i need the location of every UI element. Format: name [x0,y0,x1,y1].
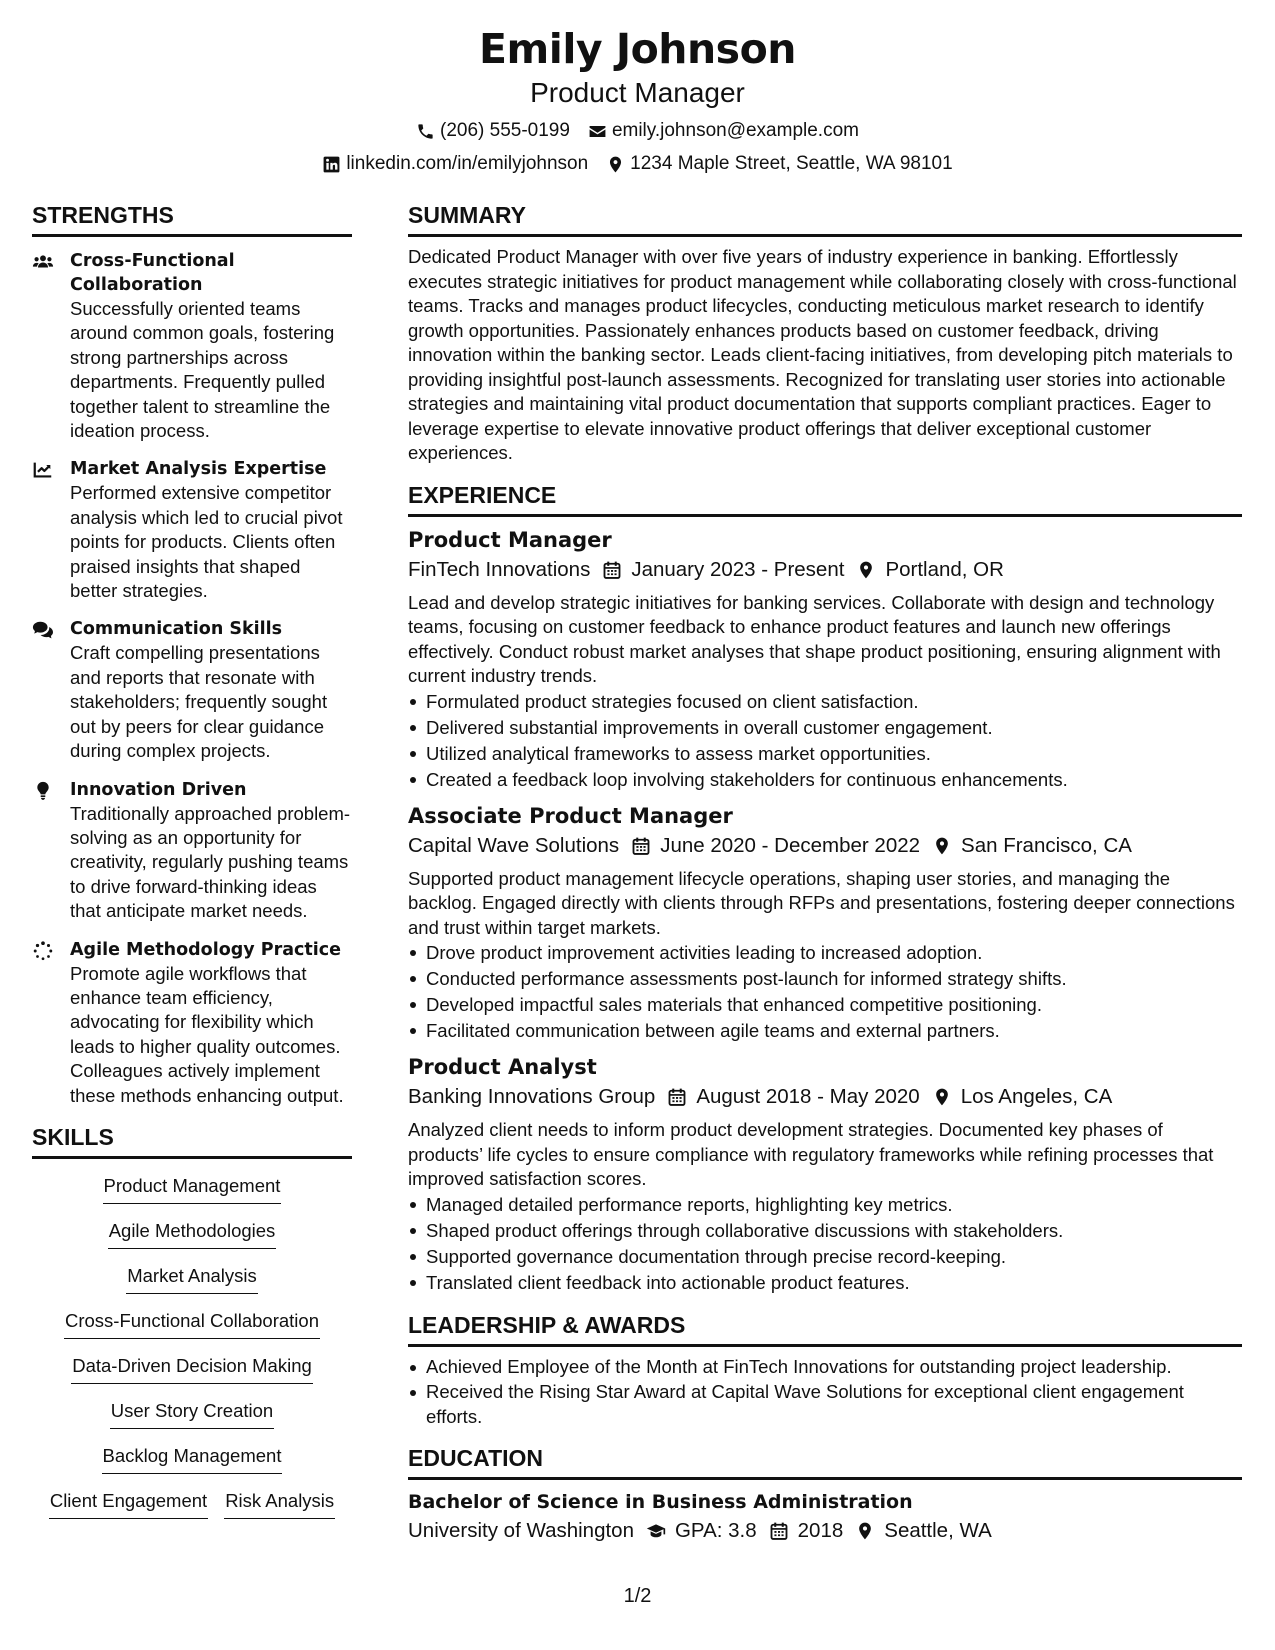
strength-item [32,457,352,603]
resume-header [0,22,1275,180]
job-title: Associate Product Manager [408,803,733,828]
email-item[interactable] [588,120,859,142]
job-title: Product Manager [408,527,612,552]
skill-tag: Cross-Functional Collaboration [64,1308,320,1339]
awards-section [408,1310,1242,1430]
left-column [32,200,352,1533]
calendar-icon [667,1087,687,1107]
job-bullet: Drove product improvement activities leading to increased adoption. [408,940,1242,966]
summary-text: Dedicated Product Manager with over five years of industry experience in banking. Effortlessly executes strategic initiatives for product management while collaborating closely with cross-functional teams. Tracks and manages product lifecycles, conducting meticulous market research to identify growth opportunities. Passionately enhances products based on customer feedback, driving innovation within the banking sector. Leads client-facing initiatives, from developing pitch materials to providing insightful post-launch assessments. Recognized for translating user stories into actionable strategies and maintaining vital product documentation that supports compliant practices. Eager to leverage expertise to elevate innovative product offerings that deliver exceptional customer experiences. [408,246,1237,463]
phone-item [416,120,570,142]
education-section [408,1443,1242,1546]
job-entry [408,1052,1242,1296]
job-bullet: Shaped product offerings through collaborative discussions with stakeholders. [408,1218,1242,1244]
edu-gpa: GPA: 3.8 [674,1519,757,1542]
skill-tag: Client Engagement [49,1488,208,1519]
experience-heading: EXPERIENCE [408,480,1242,517]
job-bullet: Facilitated communication between agile teams and external partners. [408,1018,1242,1044]
strength-title: Market Analysis Expertise [70,459,327,480]
edu-school: University of Washington [408,1519,634,1542]
envelope-icon [588,122,607,141]
education-heading: EDUCATION [408,1443,1242,1480]
summary-heading: SUMMARY [408,200,1242,237]
calendar-icon [602,560,622,580]
strength-item [32,778,352,924]
address-item [606,153,953,175]
job-bullets [408,940,1242,1044]
map-marker-icon [855,1521,875,1541]
calendar-icon [631,836,651,856]
job-dates: June 2020 - December 2022 [660,833,921,857]
map-marker-icon [606,155,625,174]
map-marker-icon [932,836,952,856]
skill-tag: Product Management [103,1173,282,1204]
job-dates: August 2018 - May 2020 [696,1085,920,1108]
strength-item [32,938,352,1108]
job-bullet: Supported governance documentation through precise record-keeping. [408,1244,1242,1270]
job-bullet: Translated client feedback into actionable product features. [408,1270,1242,1296]
phone-number: (206) 555-0199 [440,120,570,141]
spinner-icon [32,940,54,962]
linkedin-url[interactable]: linkedin.com/in/emilyjohnson [346,153,589,174]
job-bullet: Managed detailed performance reports, highlighting key metrics. [408,1192,1242,1218]
contact-row-primary [0,116,1275,146]
skill-tag: User Story Creation [110,1398,274,1429]
skill-tag: Backlog Management [102,1443,283,1474]
linkedin-icon [322,155,341,174]
chart-line-icon [32,459,54,481]
strength-title: Agile Methodology Practice [70,939,342,960]
lightbulb-icon [32,780,54,802]
strength-desc: Performed extensive competitor analysis which led to crucial pivot points for products. Clients often praised insights that shaped better strategies. [70,482,343,602]
job-meta [408,1082,1242,1112]
skill-tag: Market Analysis [126,1263,258,1294]
strength-title: Innovation Driven [70,779,247,800]
job-description: Supported product management lifecycle operations, shaping user stories, and managing the backlog. Engaged directly with clients through RFPs and presentations, fostering deeper connections and trust within target markets. [408,867,1235,938]
strength-desc: Successfully oriented teams around common goals, fostering strong partnerships across departments. Frequently pulled together talent to streamline the ideation process. [70,298,335,442]
map-marker-icon [856,560,876,580]
skills-section [32,1122,352,1533]
skill-tag: Risk Analysis [224,1488,335,1519]
candidate-role: Product Manager [530,77,745,108]
strength-title: Communication Skills [70,619,283,640]
job-bullet: Developed impactful sales materials that enhanced competitive positioning. [408,992,1242,1018]
strength-item [32,617,352,763]
job-bullet: Utilized analytical frameworks to assess market opportunities. [408,741,1242,767]
graduation-cap-icon [646,1521,666,1541]
edu-location: Seattle, WA [884,1519,992,1542]
job-meta [408,555,1242,585]
job-description: Analyzed client needs to inform product development strategies. Documented key phases of products’ life cycles to ensure compliance with regulatory frameworks while refining processes that improved satisfaction scores. [408,1119,1214,1189]
job-location: San Francisco, CA [961,833,1132,857]
skills-heading: SKILLS [32,1122,352,1159]
job-dates: January 2023 - Present [631,557,845,581]
skill-tag: Data-Driven Decision Making [71,1353,313,1384]
edu-meta [408,1516,1242,1546]
strengths-list [32,249,352,1108]
strength-desc: Promote agile workflows that enhance team efficiency, advocating for flexibility which leads to higher quality outcomes. Colleagues actively implement these methods enhancing output. [70,962,344,1106]
awards-list [408,1355,1242,1430]
calendar-icon [769,1521,789,1541]
contact-row-secondary [0,148,1275,180]
candidate-name: Emily Johnson [479,25,796,73]
job-company: Capital Wave Solutions [408,833,620,857]
right-column [408,200,1242,1552]
email-address[interactable]: emily.johnson@example.com [611,120,859,141]
experience-section [408,480,1242,1296]
job-bullet: Conducted performance assessments post-launch for informed strategy shifts. [408,966,1242,992]
strength-desc: Craft compelling presentations and reports that resonate with stakeholders; frequently sought out by peers for clear guidance during complex projects. [70,642,328,762]
award-item: Achieved Employee of the Month at FinTech Innovations for outstanding project leadership. [408,1355,1242,1380]
users-icon [32,251,54,273]
skills-list [32,1173,352,1533]
job-location: Los Angeles, CA [960,1085,1113,1108]
edu-degree: Bachelor of Science in Business Administration [408,1491,913,1513]
address-text: 1234 Maple Street, Seattle, WA 98101 [630,153,953,174]
strengths-heading: STRENGTHS [32,200,352,237]
strength-desc: Traditionally approached problem-solving as an opportunity for creativity, regularly pushing teams to drive forward-thinking ideas that anticipate market needs. [70,802,351,922]
linkedin-item[interactable] [322,153,588,175]
job-meta [408,831,1242,861]
job-entry [408,525,1242,793]
skill-tag: Agile Methodologies [108,1218,277,1249]
summary-section [408,200,1242,466]
job-bullet: Created a feedback loop involving stakeholders for continuous enhancements. [408,767,1242,793]
job-bullets [408,689,1242,793]
strength-item [32,249,352,443]
job-bullets [408,1192,1242,1296]
job-location: Portland, OR [885,557,1004,581]
edu-year: 2018 [797,1519,844,1542]
job-title: Product Analyst [408,1055,597,1079]
award-item: Received the Rising Star Award at Capital Wave Solutions for exceptional client engagement efforts. [408,1380,1242,1429]
job-entry [408,801,1242,1045]
job-bullet: Formulated product strategies focused on client satisfaction. [408,689,1242,715]
strengths-section [32,200,352,1108]
comments-icon [32,619,54,641]
job-company: FinTech Innovations [408,557,591,581]
phone-icon [416,122,435,141]
awards-heading: LEADERSHIP & AWARDS [408,1310,1242,1347]
job-description: Lead and develop strategic initiatives for banking services. Collaborate with design and technology teams, focusing on customer feedback to enhance product features and launch new offerings effectively. Conduct robust market analyses that shape product positioning, ensuring alignment with current industry trends. [408,591,1221,686]
map-marker-icon [932,1087,952,1107]
job-bullet: Delivered substantial improvements in overall customer engagement. [408,715,1242,741]
page-number: 1/2 [623,1585,652,1607]
job-company: Banking Innovations Group [408,1085,656,1108]
strength-title: Cross-Functional Collaboration [70,251,235,295]
